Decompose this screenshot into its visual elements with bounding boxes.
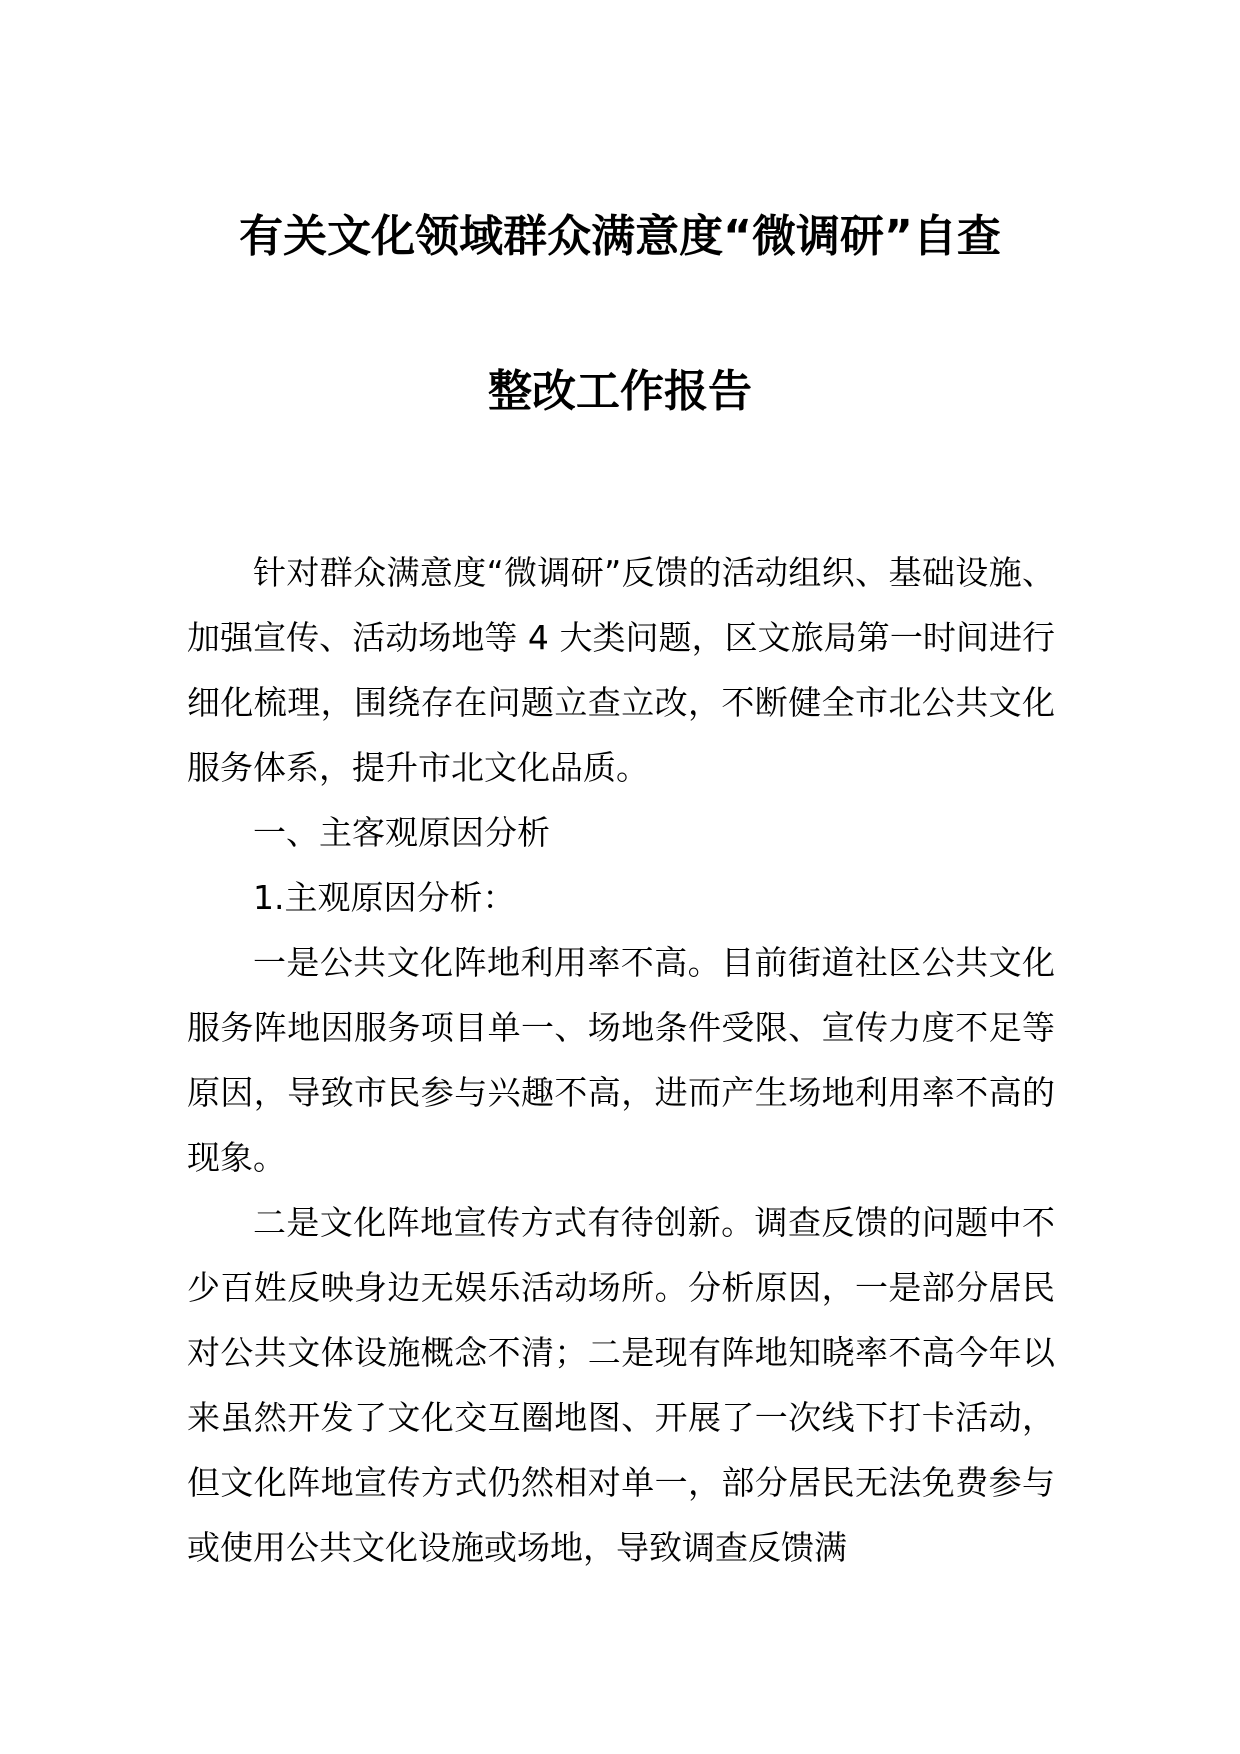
section-heading-analysis: 一、主客观原因分析 xyxy=(253,813,550,852)
document-title-line-1: 有关文化领域群众满意度“微调研”自查 xyxy=(239,211,1001,262)
paragraph-point-two: 二是文化阵地宣传方式有待创新。调查反馈的问题中不少百姓反映身边无娱乐活动场所。分析原因，一是部分居民对公共文体设施概念不清；二是现有阵地知晓率不高今年以来虽然开发了文化交互圈地图、开展了一次线下打卡活动，但文化阵地宣传方式仍然相对单一，部分居民无法免费参与或使用公共文化设施或场地，导致调查反馈满 xyxy=(187,1203,1055,1567)
paragraph-intro: 针对群众满意度“微调研”反馈的活动组织、基础设施、加强宣传、活动场地等 4 大类问题，区文旅局第一时间进行细化梳理，围绕存在问题立查立改，不断健全市北公共文化服务体系，提升市北文化品质。 xyxy=(187,553,1055,787)
subsection-heading-subjective: 1.主观原因分析： xyxy=(253,878,516,917)
paragraph-point-one: 一是公共文化阵地利用率不高。目前街道社区公共文化服务阵地因服务项目单一、场地条件受限、宣传力度不足等原因，导致市民参与兴趣不高，进而产生场地利用率不高的现象。 xyxy=(187,943,1055,1177)
document-title-line-2: 整改工作报告 xyxy=(488,366,752,417)
document-body xyxy=(187,540,1055,1580)
